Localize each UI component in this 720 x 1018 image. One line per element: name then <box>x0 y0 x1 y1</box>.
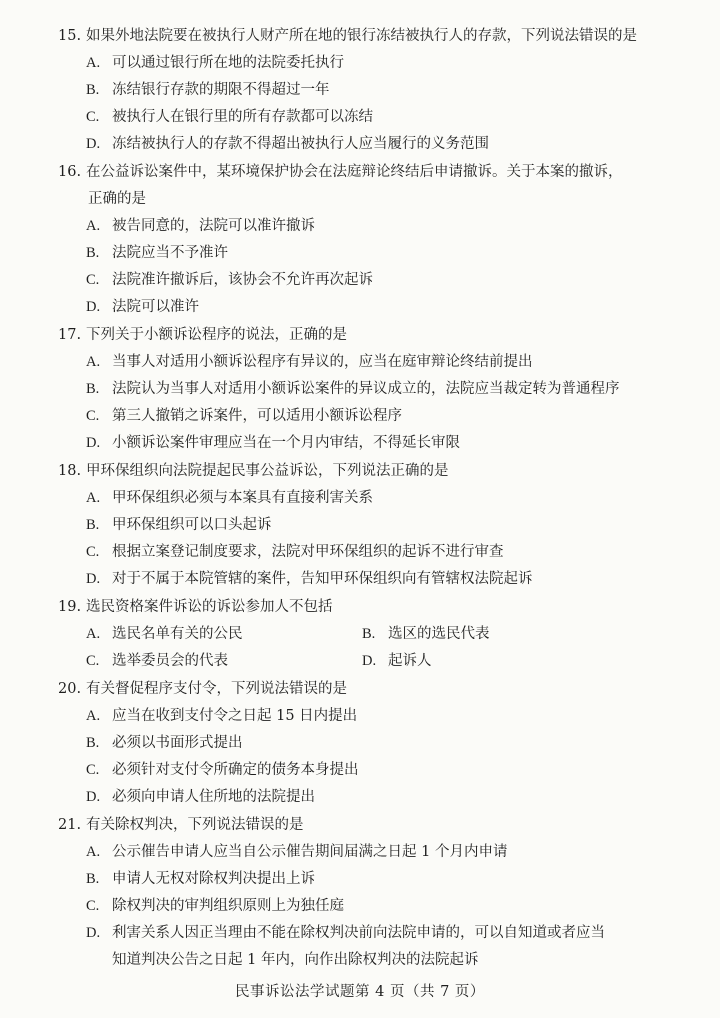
option-a: A. 可以通过银行所在地的法院委托执行 <box>86 55 344 71</box>
option-a: A. 甲环保组织必须与本案具有直接利害关系 <box>86 490 373 506</box>
option-d: D. 小额诉讼案件审理应当在一个月内审结，不得延长审限 <box>86 435 460 451</box>
option-d: D. 起诉人 <box>362 653 432 669</box>
option-c: C. 被执行人在银行里的所有存款都可以冻结 <box>86 109 373 125</box>
option-c: C. 除权判决的审判组织原则上为独任庭 <box>86 898 344 914</box>
option-b: B. 法院应当不予准许 <box>86 245 228 261</box>
question-stem: 17. 下列关于小额诉讼程序的说法，正确的是 <box>58 327 347 343</box>
question-stem: 21. 有关除权判决，下列说法错误的是 <box>58 817 304 833</box>
option-d: D. 对于不属于本院管辖的案件，告知甲环保组织向有管辖权法院起诉 <box>86 571 533 587</box>
option-b: B. 申请人无权对除权判决提出上诉 <box>86 871 315 887</box>
option-a: A. 被告同意的，法院可以准许撤诉 <box>86 218 315 234</box>
option-b: B. 必须以书面形式提出 <box>86 735 243 751</box>
option-d: D. 法院可以准许 <box>86 299 199 315</box>
page-footer: 民事诉讼法学试题第 4 页（共 7 页） <box>235 984 485 1000</box>
question-stem: 15. 如果外地法院要在被执行人财产所在地的银行冻结被执行人的存款，下列说法错误的是 <box>58 28 637 44</box>
option-c: C. 根据立案登记制度要求，法院对甲环保组织的起诉不进行审查 <box>86 544 504 560</box>
option-b: B. 法院认为当事人对适用小额诉讼案件的异议成立的，法院应当裁定转为普通程序 <box>86 381 620 397</box>
option-d: D. 利害关系人因正当理由不能在除权判决前向法院申请的，可以自知道或者应当 <box>86 925 605 941</box>
option-c: C. 第三人撤销之诉案件，可以适用小额诉讼程序 <box>86 408 402 424</box>
option-b: B. 冻结银行存款的期限不得超过一年 <box>86 82 330 98</box>
option-d-continued: 知道判决公告之日起 1 年内，向作出除权判决的法院起诉 <box>112 952 479 968</box>
question-stem-continued: 正确的是 <box>88 191 146 207</box>
option-d: D. 冻结被执行人的存款不得超出被执行人应当履行的义务范围 <box>86 136 489 152</box>
option-a: A. 公示催告申请人应当自公示催告期间届满之日起 1 个月内申请 <box>86 844 508 860</box>
option-a: A. 选民名单有关的公民 <box>86 626 243 642</box>
option-c: C. 选举委员会的代表 <box>86 653 228 669</box>
question-stem: 19. 选民资格案件诉讼的诉讼参加人不包括 <box>58 599 333 615</box>
option-c: C. 必须针对支付令所确定的债务本身提出 <box>86 762 359 778</box>
question-stem: 18. 甲环保组织向法院提起民事公益诉讼，下列说法正确的是 <box>58 463 449 479</box>
question-stem: 16. 在公益诉讼案件中，某环境保护协会在法庭辩论终结后申请撤诉。关于本案的撤诉， <box>58 164 623 180</box>
option-b: B. 甲环保组织可以口头起诉 <box>86 517 272 533</box>
option-d: D. 必须向申请人住所地的法院提出 <box>86 789 315 805</box>
option-b: B. 选区的选民代表 <box>362 626 490 642</box>
question-stem: 20. 有关督促程序支付令，下列说法错误的是 <box>58 681 347 697</box>
option-a: A. 应当在收到支付令之日起 15 日内提出 <box>86 708 358 724</box>
option-a: A. 当事人对适用小额诉讼程序有异议的，应当在庭审辩论终结前提出 <box>86 354 533 370</box>
option-c: C. 法院准许撤诉后，该协会不允许再次起诉 <box>86 272 373 288</box>
